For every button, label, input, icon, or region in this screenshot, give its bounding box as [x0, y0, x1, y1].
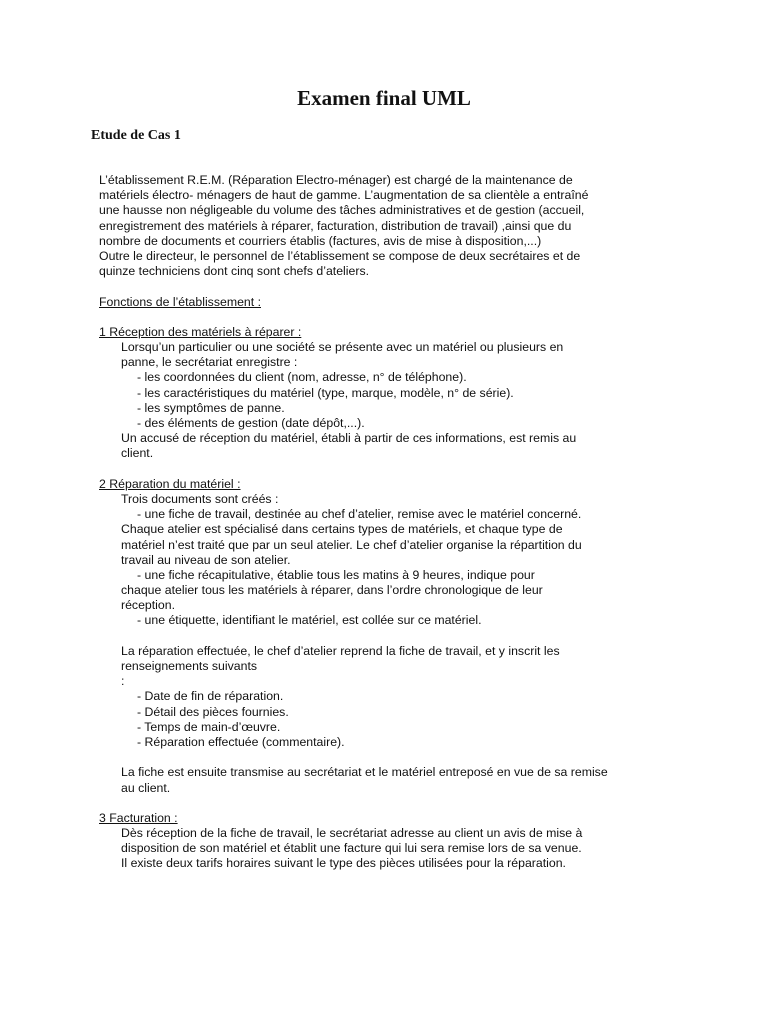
section-line: disposition de son matériel et établit une facture qui lui sera remise lors de sa venue.	[121, 841, 582, 856]
section-line: renseignements suivants	[121, 659, 258, 673]
section-line: Un accusé de réception du matériel, établi à partir de ces informations, est remis au	[121, 431, 577, 446]
list-item: - des éléments de gestion (date dépôt,...).	[137, 416, 365, 430]
list-item: - les coordonnées du client (nom, adresse, n° de téléphone).	[137, 370, 467, 385]
section-line: au client.	[121, 780, 171, 795]
section-line: Chaque atelier est spécialisé dans certains types de matériels, et chaque type de	[121, 522, 563, 537]
list-item: - Détail des pièces fournies.	[137, 704, 289, 719]
section-line: La réparation effectuée, le chef d’atelier reprend la fiche de travail, et y inscrit les	[121, 643, 560, 658]
document-title: Examen final UML	[297, 86, 471, 110]
intro-line: quinze techniciens dont cinq sont chefs d’ateliers.	[99, 264, 370, 279]
section-line: La fiche est ensuite transmise au secrétariat et le matériel entreposé en vue de sa remise	[121, 765, 608, 780]
intro-line: L’établissement R.E.M. (Réparation Electro-ménager) est chargé de la maintenance de	[99, 173, 573, 187]
section-reception	[99, 325, 659, 462]
intro-line: une hausse non négligeable du volume des tâches administratives et de gestion (accueil,	[99, 203, 585, 218]
intro-line: nombre de documents et courriers établis (factures, avis de mise à disposition,...)	[99, 233, 542, 248]
list-item: - une fiche de travail, destinée au chef d’atelier, remise avec le matériel concerné.	[137, 507, 582, 522]
section-line: chaque atelier tous les matériels à réparer, dans l’ordre chronologique de leur	[121, 583, 543, 598]
section-repair	[99, 477, 659, 796]
section-line: panne, le secrétariat enregistre :	[121, 355, 298, 370]
section-line: Dès réception de la fiche de travail, le secrétariat adresse au client un avis de mise à	[121, 826, 583, 841]
intro-line: Outre le directeur, le personnel de l’établissement se compose de deux secrétaires et de	[99, 248, 581, 263]
section-line: :	[121, 674, 125, 689]
section-line: client.	[121, 446, 154, 461]
section-line: Trois documents sont créés :	[121, 491, 279, 506]
list-item: - une fiche récapitulative, établie tous les matins à 9 heures, indique pour	[137, 567, 535, 582]
document-body	[99, 173, 659, 872]
section-heading: 1 Réception des matériels à réparer :	[99, 324, 302, 339]
section-line: travail au niveau de son atelier.	[121, 552, 291, 567]
section-line: réception.	[121, 598, 176, 613]
list-item: - Date de fin de réparation.	[137, 689, 284, 704]
list-item: - Réparation effectuée (commentaire).	[137, 734, 345, 749]
list-item: - les caractéristiques du matériel (type, marque, modèle, n° de série).	[137, 385, 514, 400]
functions-heading: Fonctions de l’établissement :	[99, 294, 261, 309]
section-line: Il existe deux tarifs horaires suivant le type des pièces utilisées pour la réparation.	[121, 856, 566, 871]
section-line: Lorsqu’un particulier ou une société se présente avec un matériel ou plusieurs en	[121, 340, 564, 355]
intro-line: matériels électro- ménagers de haut de gamme. L’augmentation de sa clientèle a entraîné	[99, 188, 589, 203]
section-billing	[99, 811, 659, 872]
intro-line: enregistrement des matériels à réparer, facturation, distribution de travail) ,ainsi que du	[99, 218, 572, 233]
case-title: Etude de Cas 1	[91, 128, 181, 143]
section-heading: 3 Facturation :	[99, 810, 178, 825]
section-heading: 2 Réparation du matériel :	[99, 476, 241, 491]
intro-paragraph	[99, 173, 659, 279]
list-item: - les symptômes de panne.	[137, 400, 285, 415]
list-item: - Temps de main-d’œuvre.	[137, 719, 281, 734]
list-item: - une étiquette, identifiant le matériel, est collée sur ce matériel.	[137, 613, 482, 628]
section-line: matériel n’est traité que par un seul atelier. Le chef d’atelier organise la répartition du	[121, 537, 582, 552]
